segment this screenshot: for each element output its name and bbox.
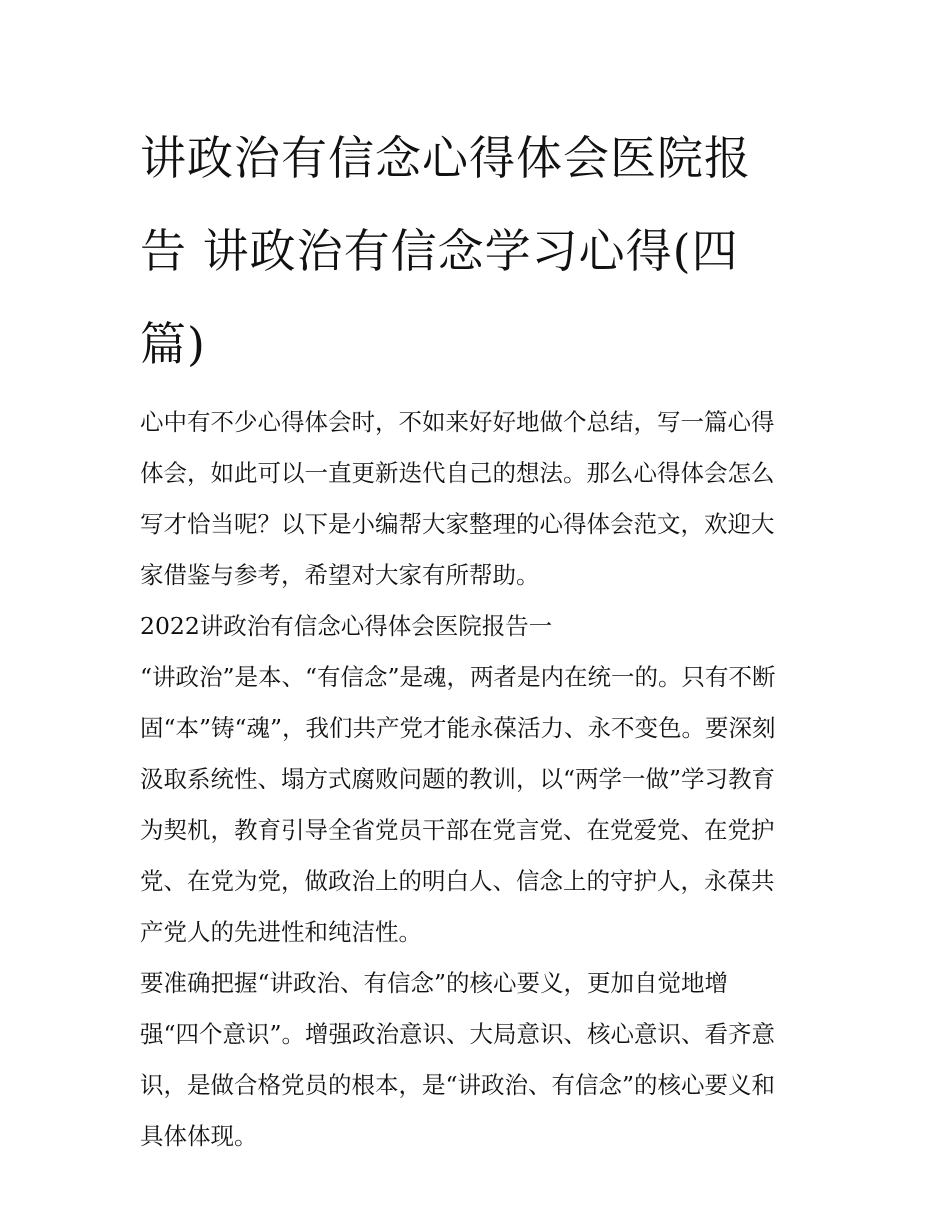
body-paragraph — [140, 958, 820, 1162]
text-line: 写才恰当呢？以下是小编帮大家整理的心得体会范文，欢迎大 — [140, 510, 775, 538]
document-title — [140, 112, 820, 391]
text-line: 心中有不少心得体会时，不如来好好地做个总结，写一篇心得 — [140, 408, 775, 436]
text-line: “讲政治”是本、“有信念”是魂，两者是内在统一的。只有不断 — [140, 663, 776, 691]
section-heading: 2022讲政治有信念心得体会医院报告一 — [140, 612, 553, 640]
text-line: 具体体现。 — [140, 1122, 258, 1150]
text-line: 固“本”铸“魂”，我们共产党才能永葆活力、永不变色。要深刻 — [140, 714, 776, 742]
intro-paragraph — [140, 397, 820, 601]
title-line: 篇) — [140, 317, 206, 371]
document-page — [140, 112, 820, 1162]
text-line: 体会，如此可以一直更新迭代自己的想法。那么心得体会怎么 — [140, 459, 775, 487]
text-line: 为契机，教育引导全省党员干部在党言党、在党爱党、在党护 — [140, 816, 775, 844]
text-line: 党、在党为党，做政治上的明白人、信念上的守护人，永葆共 — [140, 867, 775, 895]
text-line: 识，是做合格党员的根本，是“讲政治、有信念”的核心要义和 — [140, 1071, 776, 1099]
body-paragraph — [140, 652, 820, 958]
title-line: 告 讲政治有信念学习心得(四 — [140, 224, 739, 278]
text-line: 要准确把握“讲政治、有信念”的核心要义，更加自觉地增 — [140, 969, 729, 997]
text-line: 强“四个意识”。增强政治意识、大局意识、核心意识、看齐意 — [140, 1020, 776, 1048]
text-line: 产党人的先进性和纯洁性。 — [140, 918, 422, 946]
text-line: 汲取系统性、塌方式腐败问题的教训，以“两学一做”学习教育 — [140, 765, 776, 793]
text-line: 家借鉴与参考，希望对大家有所帮助。 — [140, 561, 540, 589]
title-line: 讲政治有信念心得体会医院报 — [140, 131, 751, 185]
